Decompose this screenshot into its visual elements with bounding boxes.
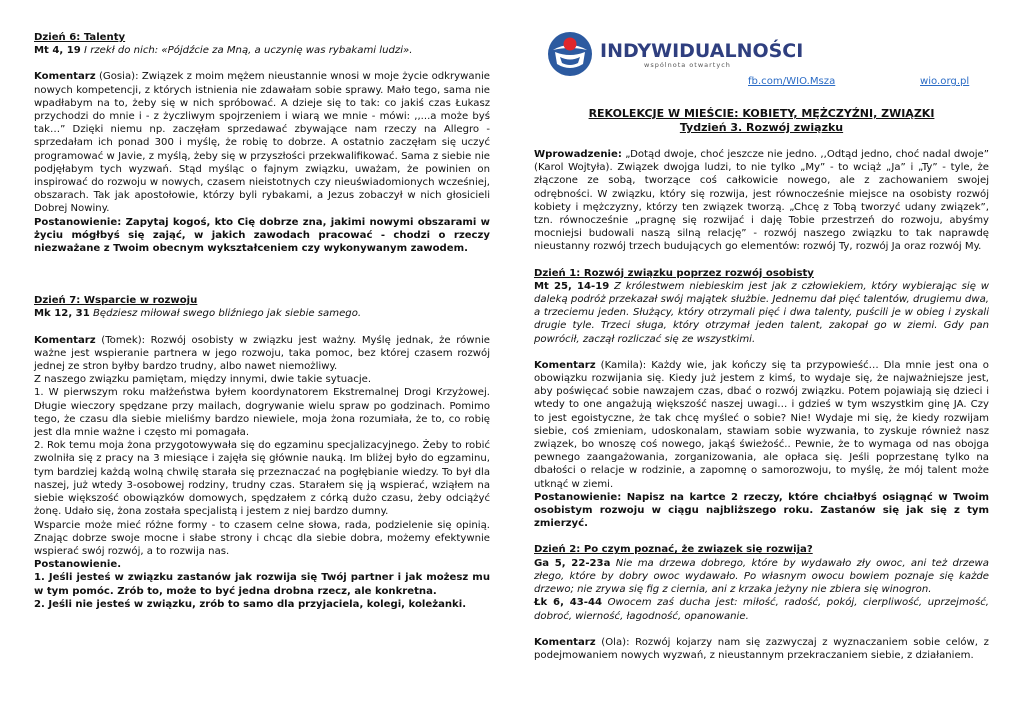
day7-resolution-2: 2. Jeśli nie jesteś w związku, zrób to samo dla przyjaciela, kolegi, koleżanki.	[34, 598, 467, 610]
links-row	[534, 75, 989, 89]
retreat-title-line-1: REKOLEKCJE W MIEŚCIE: KOBIETY, MĘŻCZYŹNI, ZWIĄZKI	[588, 107, 935, 120]
day6-comment-author: (Gosia):	[98, 71, 139, 83]
day1-comment-author: (Kamila):	[600, 359, 647, 371]
day2-ref-1: Ga 5, 22-23a	[534, 557, 611, 569]
day7-heading: Dzień 7: Wsparcie w rozwoju	[34, 295, 198, 307]
day6-scripture	[34, 44, 490, 57]
logo-header	[534, 31, 989, 81]
day1-resolution-text: Napisz na kartce 2 rzeczy, które chciałbyś osiągnąć w Twoim osobistym rozwoju w ciągu najbliższego roku. Zastanów się jak się z tym zmierzyć.	[534, 491, 989, 530]
retreat-title	[534, 107, 989, 135]
day2-scripture-2	[534, 596, 989, 622]
logo-name: INDYWIDUALNOŚCI	[600, 40, 804, 62]
day2-ref-2-text: Owocem zaś ducha jest: miłość, radość, pokój, cierpliwość, uprzejmość, dobroć, wierność, łagodność, opanowanie.	[534, 597, 989, 622]
intro-text: „Dotąd dwoje, choć jeszcze nie jedno. ,,Odtąd jedno, choć nadal dwoje” (Karol Wojtyła). Związek dwojga ludzi, to nie tylko „My” - to wciąż „Ja” i „Ty” - tyle, że złączone ze sobą, tworzące coś całkowicie nowego, ale z zachowaniem swojej odrębności. W związku, który się rozwija, jest równocześnie miejsce na osobisty rozwój kobiety i mężczyzny, którzy ten związek tworzą. „Chcę z Tobą tworzyć udany związek”, tzn. równocześnie „pragnę się rozwijać i daję Tobie przestrzeń do rozwoju, abyśmy mocniejsi budowali naszą silną relację” - rozwój naszego związku to tak naprawdę nieustanny rozwój trzech budujących go elementów: rozwój Ty, rozwój Ja oraz rozwój My.	[534, 149, 989, 253]
day1-comment	[534, 359, 989, 491]
day7-ref-text: Będziesz miłował swego bliźniego jak siebie samego.	[92, 308, 362, 320]
day7-paragraph-5: Wsparcie może mieć różne formy - to czasem celne słowa, rada, podzielenie się opinią. Znając dobrze swoje mocne i słabe strony i chcąc dla siebie dobra, możemy efektywnie wspierać swój rozwój, a to rozwija nas.	[34, 519, 490, 557]
day6-comment-label: Komentarz	[34, 71, 96, 83]
day2-comment-text: Rozwój kojarzy nam się zazwyczaj z wyznaczaniem sobie celów, z podejmowaniem nowych wyzwań, z nieustannym przekraczaniem siebie, z działaniem.	[534, 636, 989, 661]
day6-resolution-label: Postanowienie:	[34, 216, 122, 228]
day6-comment	[34, 70, 490, 215]
indywidualnosci-logo	[546, 31, 804, 77]
day7-ref: Mk 12, 31	[34, 308, 90, 320]
day6-heading: Dzień 6: Talenty	[34, 32, 126, 43]
day2-ref-2: Łk 6, 43-44	[534, 597, 603, 609]
retreat-title-line-2: Tydzień 3. Rozwój związku	[679, 121, 844, 134]
day6-ref-text: I rzekł do nich: «Pójdźcie za Mną, a uczynię was rybakami ludzi».	[84, 45, 413, 57]
day1-ref: Mt 25, 14-19	[534, 280, 610, 292]
day6-resolution-text: Zapytaj kogoś, kto Cię dobrze zna, jakimi nowymi obszarami w życiu mógłbyś się zająć, w jakich zawodach pracować - chodzi o rzeczy niezważane z Twoim obecnym wykształceniem czy wykonywanym zawodem.	[34, 216, 491, 255]
day6-ref: Mt 4, 19	[34, 45, 81, 57]
day1-resolution	[534, 491, 989, 531]
intro-label: Wprowadzenie:	[534, 149, 622, 160]
day2-heading: Dzień 2: Po czym poznać, że związek się rozwija?	[534, 544, 813, 556]
facebook-link[interactable]: fb.com/WIO.Msza	[748, 76, 836, 87]
day2-scripture-1	[534, 557, 989, 597]
logo-tagline: wspólnota otwartych	[644, 61, 731, 69]
left-column	[34, 31, 490, 611]
day7-resolution-label: Postanowienie.	[34, 559, 122, 571]
website-link[interactable]: wio.org.pl	[920, 76, 970, 87]
day7-comment-text: Rozwój osobisty w związku jest ważny. Myślę jednak, że równie ważne jest wspieranie partnera w jego rozwoju, taka pomoc, bez której czasem rozwój jednej ze stron byłby bardzo trudny, albo nawet niemożliwy.	[34, 334, 490, 373]
day2-comment-author: (Ola):	[601, 636, 630, 648]
day1-scripture	[534, 280, 989, 346]
day7-comment-author: (Tomek):	[101, 334, 146, 346]
day1-section	[534, 267, 989, 531]
right-column	[534, 31, 989, 662]
day1-ref-text: Z królestwem niebieskim jest jak z człowiekiem, który wybierając się w daleką podróż przekazał swój majątek służbie. Jednemu dał pięć talentów, drugiemu dwa, a trzeciemu jeden. Służący, który otrzymali pięć i dwa talenty, puścili je w obieg i zyskali drugie tyle. Trzeci sługa, który otrzymał jeden talent, zakopał go w ziemi. Gdy pan powrócił, zaczął rozliczać się ze wszystkimi.	[534, 280, 989, 345]
day7-comment	[34, 334, 490, 374]
day1-comment-text: Każdy wie, jak kończy się ta przypowieść… Dla mnie jest ona o obowiązku rozwijania się. Kiedy już jestem z kimś, to wydaje się, że najważniejsze jest, aby poświęcać sobie nawzajem czas, dbać o rozwój związku. Potem pojawiają się dzieci i wtedy to one angażują większość naszej uwagi… i gdzieś w tym wszystkim ginę JA. Czy to jest egoistyczne, że tak chcę myśleć o sobie? Nie! Wydaje mi się, że kiedy rozwijam siebie, coś zmieniam, udoskonalam, stawiam sobie wyzwania, to zyskuje również nasz związek, bo wnoszę coś nowego, jakąś świeżość.. Pewnie, że to wymaga od nas obojga pewnego zaangażowania, zorganizowania, ale opłaca się. Jeśli poprzestanę tylko na dbałości o relacje w rodzinie, a zapomnę o samorozwoju, to myślę, że mój talent może utknąć w ziemi.	[534, 359, 989, 490]
day2-comment-label: Komentarz	[534, 636, 596, 648]
day6-section	[34, 31, 490, 255]
day7-paragraph-2: Z naszego związku pamiętam, między innymi, dwie takie sytuacje.	[34, 374, 372, 386]
day1-heading: Dzień 1: Rozwój związku poprzez rozwój osobisty	[534, 267, 814, 279]
day7-resolution-1: 1. Jeśli jesteś w związku zastanów jak rozwija się Twój partner i jak możesz mu w tym pomóc. Zrób to, może to być jedna drobna rzecz, ale konkretna.	[34, 572, 490, 597]
day7-section	[34, 294, 490, 611]
day7-paragraph-3: 1. W pierwszym roku małżeństwa byłem koordynatorem Ekstremalnej Drogi Krzyżowej. Długie wieczory spędzane przy mailach, dogrywanie wielu spraw po godzinach. Pomimo tego, że czasu dla siebie mieliśmy bardzo niewiele, moja żona rozumiała, że to, co robię jest dla mnie ważne i często mi pomagała.	[34, 387, 490, 439]
day7-comment-label: Komentarz	[34, 334, 96, 346]
day6-resolution	[34, 216, 490, 256]
day2-comment	[534, 636, 989, 662]
day7-scripture	[34, 307, 490, 320]
day7-paragraph-4: 2. Rok temu moja żona przygotowywała się do egzaminu specjalizacyjnego. Żeby to robić zwolniła się z pracy na 3 miesiące i zajęła się głównie nauką. Im bliżej było do egzaminu, tym bardziej każdą wolną chwilę starała się przeznaczać na pogłębianie wiedzy. To był dla naszej, już wtedy 3-osobowej rodziny, trudny czas. Starałem się ją wspierać, wziąłem na siebie większość obowiązków domowych, spędzałem z córką dużo czasu, żeby odciążyć żonę. Udało się, żona została specjalistą i jestem z niej bardzo dumny.	[34, 440, 490, 518]
day1-comment-label: Komentarz	[534, 359, 596, 371]
introduction	[534, 148, 989, 254]
day2-ref-1-text: Nie ma drzewa dobrego, które by wydawało zły owoc, ani też drzewa złego, które by dobry owoc wydawało. Po własnym owocu bowiem poznaje się każde drzewo; nie zrywa się fig z ciernia, ani z krzaka jeżyny nie zbiera się winogron.	[534, 557, 989, 596]
day1-resolution-label: Postanowienie:	[534, 491, 622, 503]
day6-comment-text: Związek z moim mężem nieustannie wnosi w moje życie odkrywanie nowych kompetencji, z których istnienia nie zdawałam sobie sprawy. Mało tego, sama nie wpadłabym na to, żeby się w nich spróbować. A dzieje się to tak: co jakiś czas Łukasz przychodzi do mnie i - z życzliwym spojrzeniem i wiarą we mnie - mówi: ,,...a może byś tak…” Dzięki niemu np. zaczęłam sprzedawać zbywające nam rzeczy na Allegro - sprzedałam ich ponad 300 i myślę, że robię to dobrze. A ostatnio zaczęłam się uczyć programować w Javie, z myślą, żeby się w przyszłości przekwalifikować. Sama z siebie nie podjęłabym tych wyzwań. Stąd myśląc o fajnym związku, uważam, że powinien on inspirować do rozwoju w nowych, czasem nieistotnych czy nieuświadomionych wcześniej, obszarach. Tak jak apostołowie, którzy byli rybakami, a Jezus zobaczył w nich głosicieli Dobrej Nowiny.	[34, 71, 490, 215]
day2-section	[534, 543, 989, 662]
